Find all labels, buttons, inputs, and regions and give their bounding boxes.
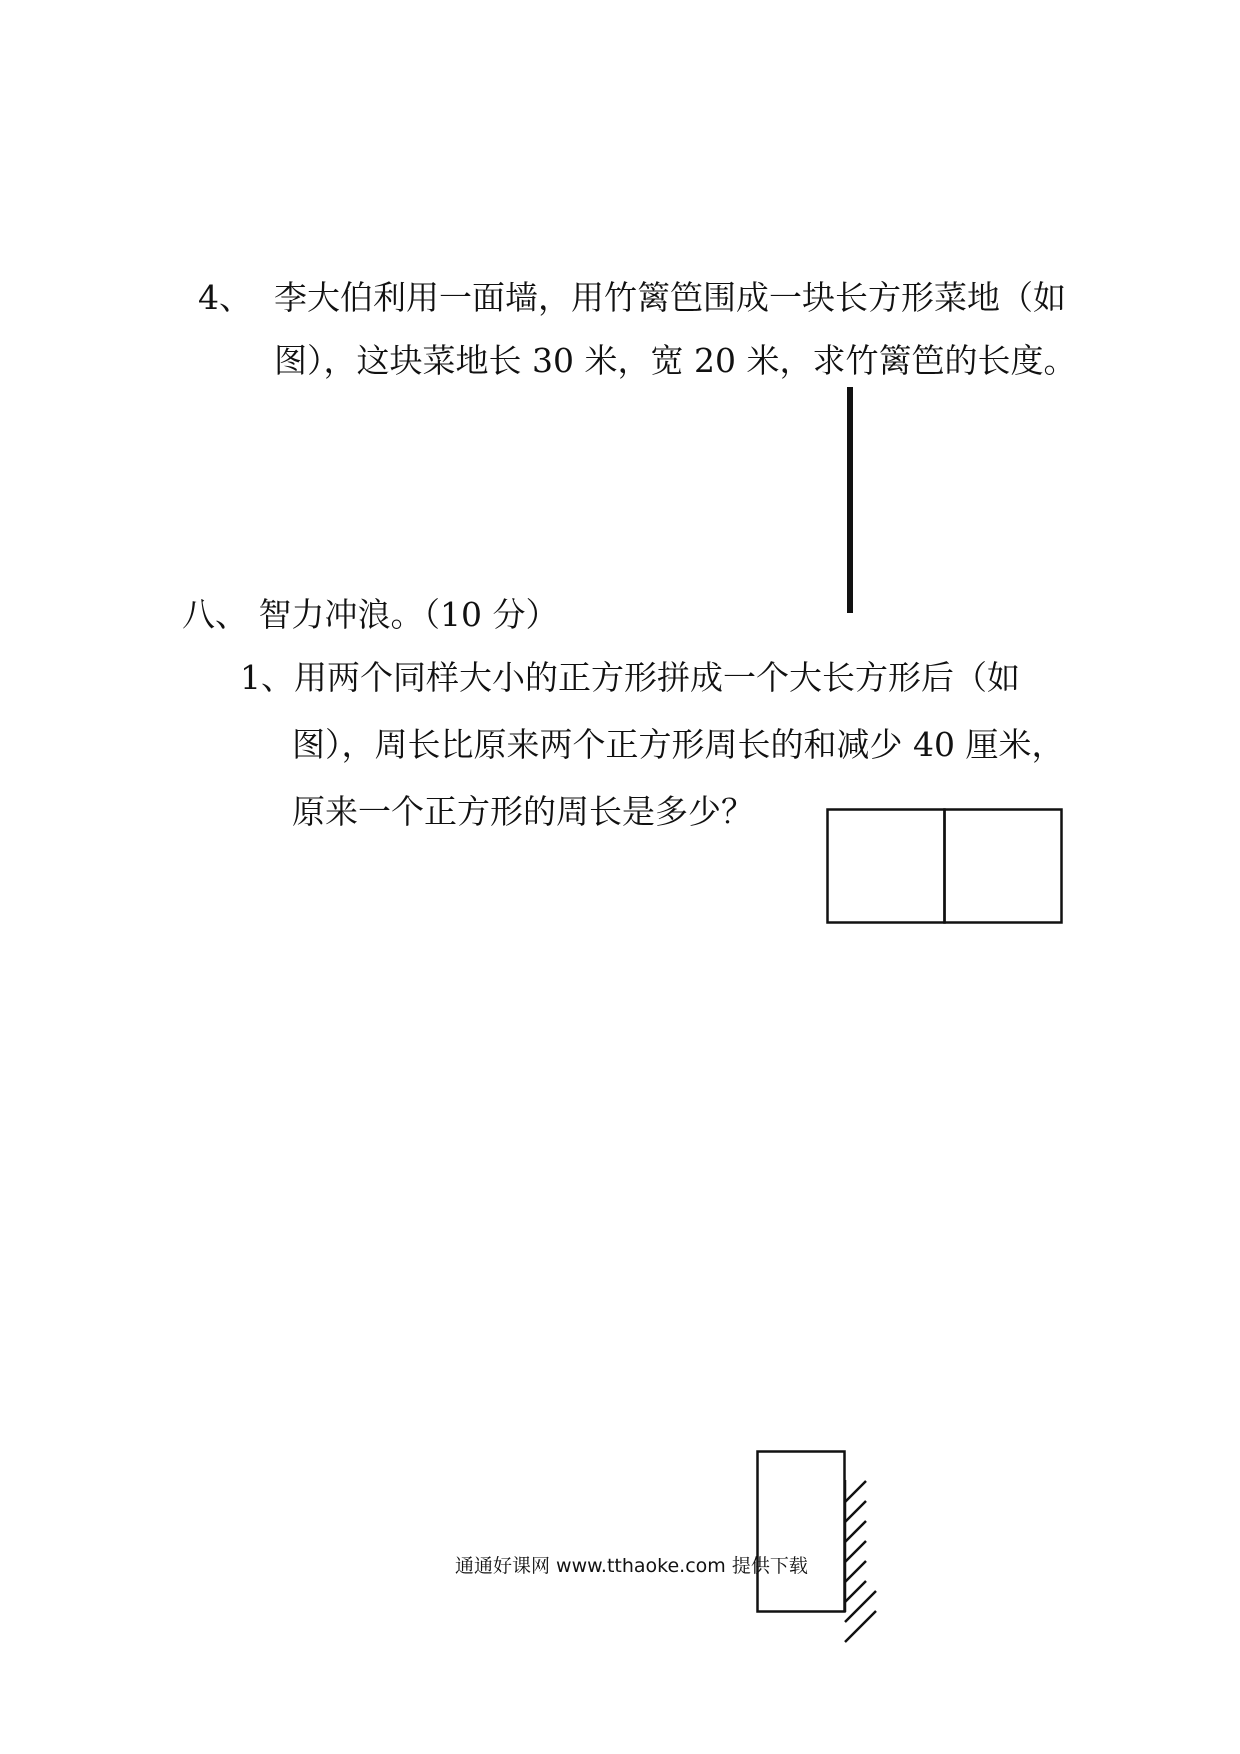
wall-line-figure: [840, 385, 860, 615]
left-square: [828, 810, 945, 923]
problem-1-line-1: 1、用两个同样大小的正方形拼成一个大长方形后（如: [240, 658, 1020, 697]
problem-4-line-2: 图），这块菜地长 30 米，宽 20 米，求竹篱笆的长度。: [274, 341, 1077, 380]
vegetable-plot-rectangle: [758, 1452, 845, 1612]
problem-1-line-2: 图），周长比原来两个正方形周长的和减少 40 厘米，: [292, 725, 1065, 764]
problem-4-line-1: 李大伯利用一面墙，用竹篱笆围成一块长方形菜地（如: [274, 278, 1066, 317]
right-square: [945, 810, 1062, 923]
two-squares-figure: [826, 808, 1066, 926]
footer-text: 通通好课网 www.tthaoke.com 提供下载: [455, 1555, 808, 1577]
wall-hatching: [845, 1481, 876, 1642]
problem-1-line-3: 原来一个正方形的周长是多少？: [292, 792, 754, 831]
rectangle-wall-figure: [756, 1450, 896, 1650]
section-8-heading: 八、 智力冲浪。（10 分）: [182, 595, 559, 634]
problem-4-number: 4、: [198, 278, 252, 317]
